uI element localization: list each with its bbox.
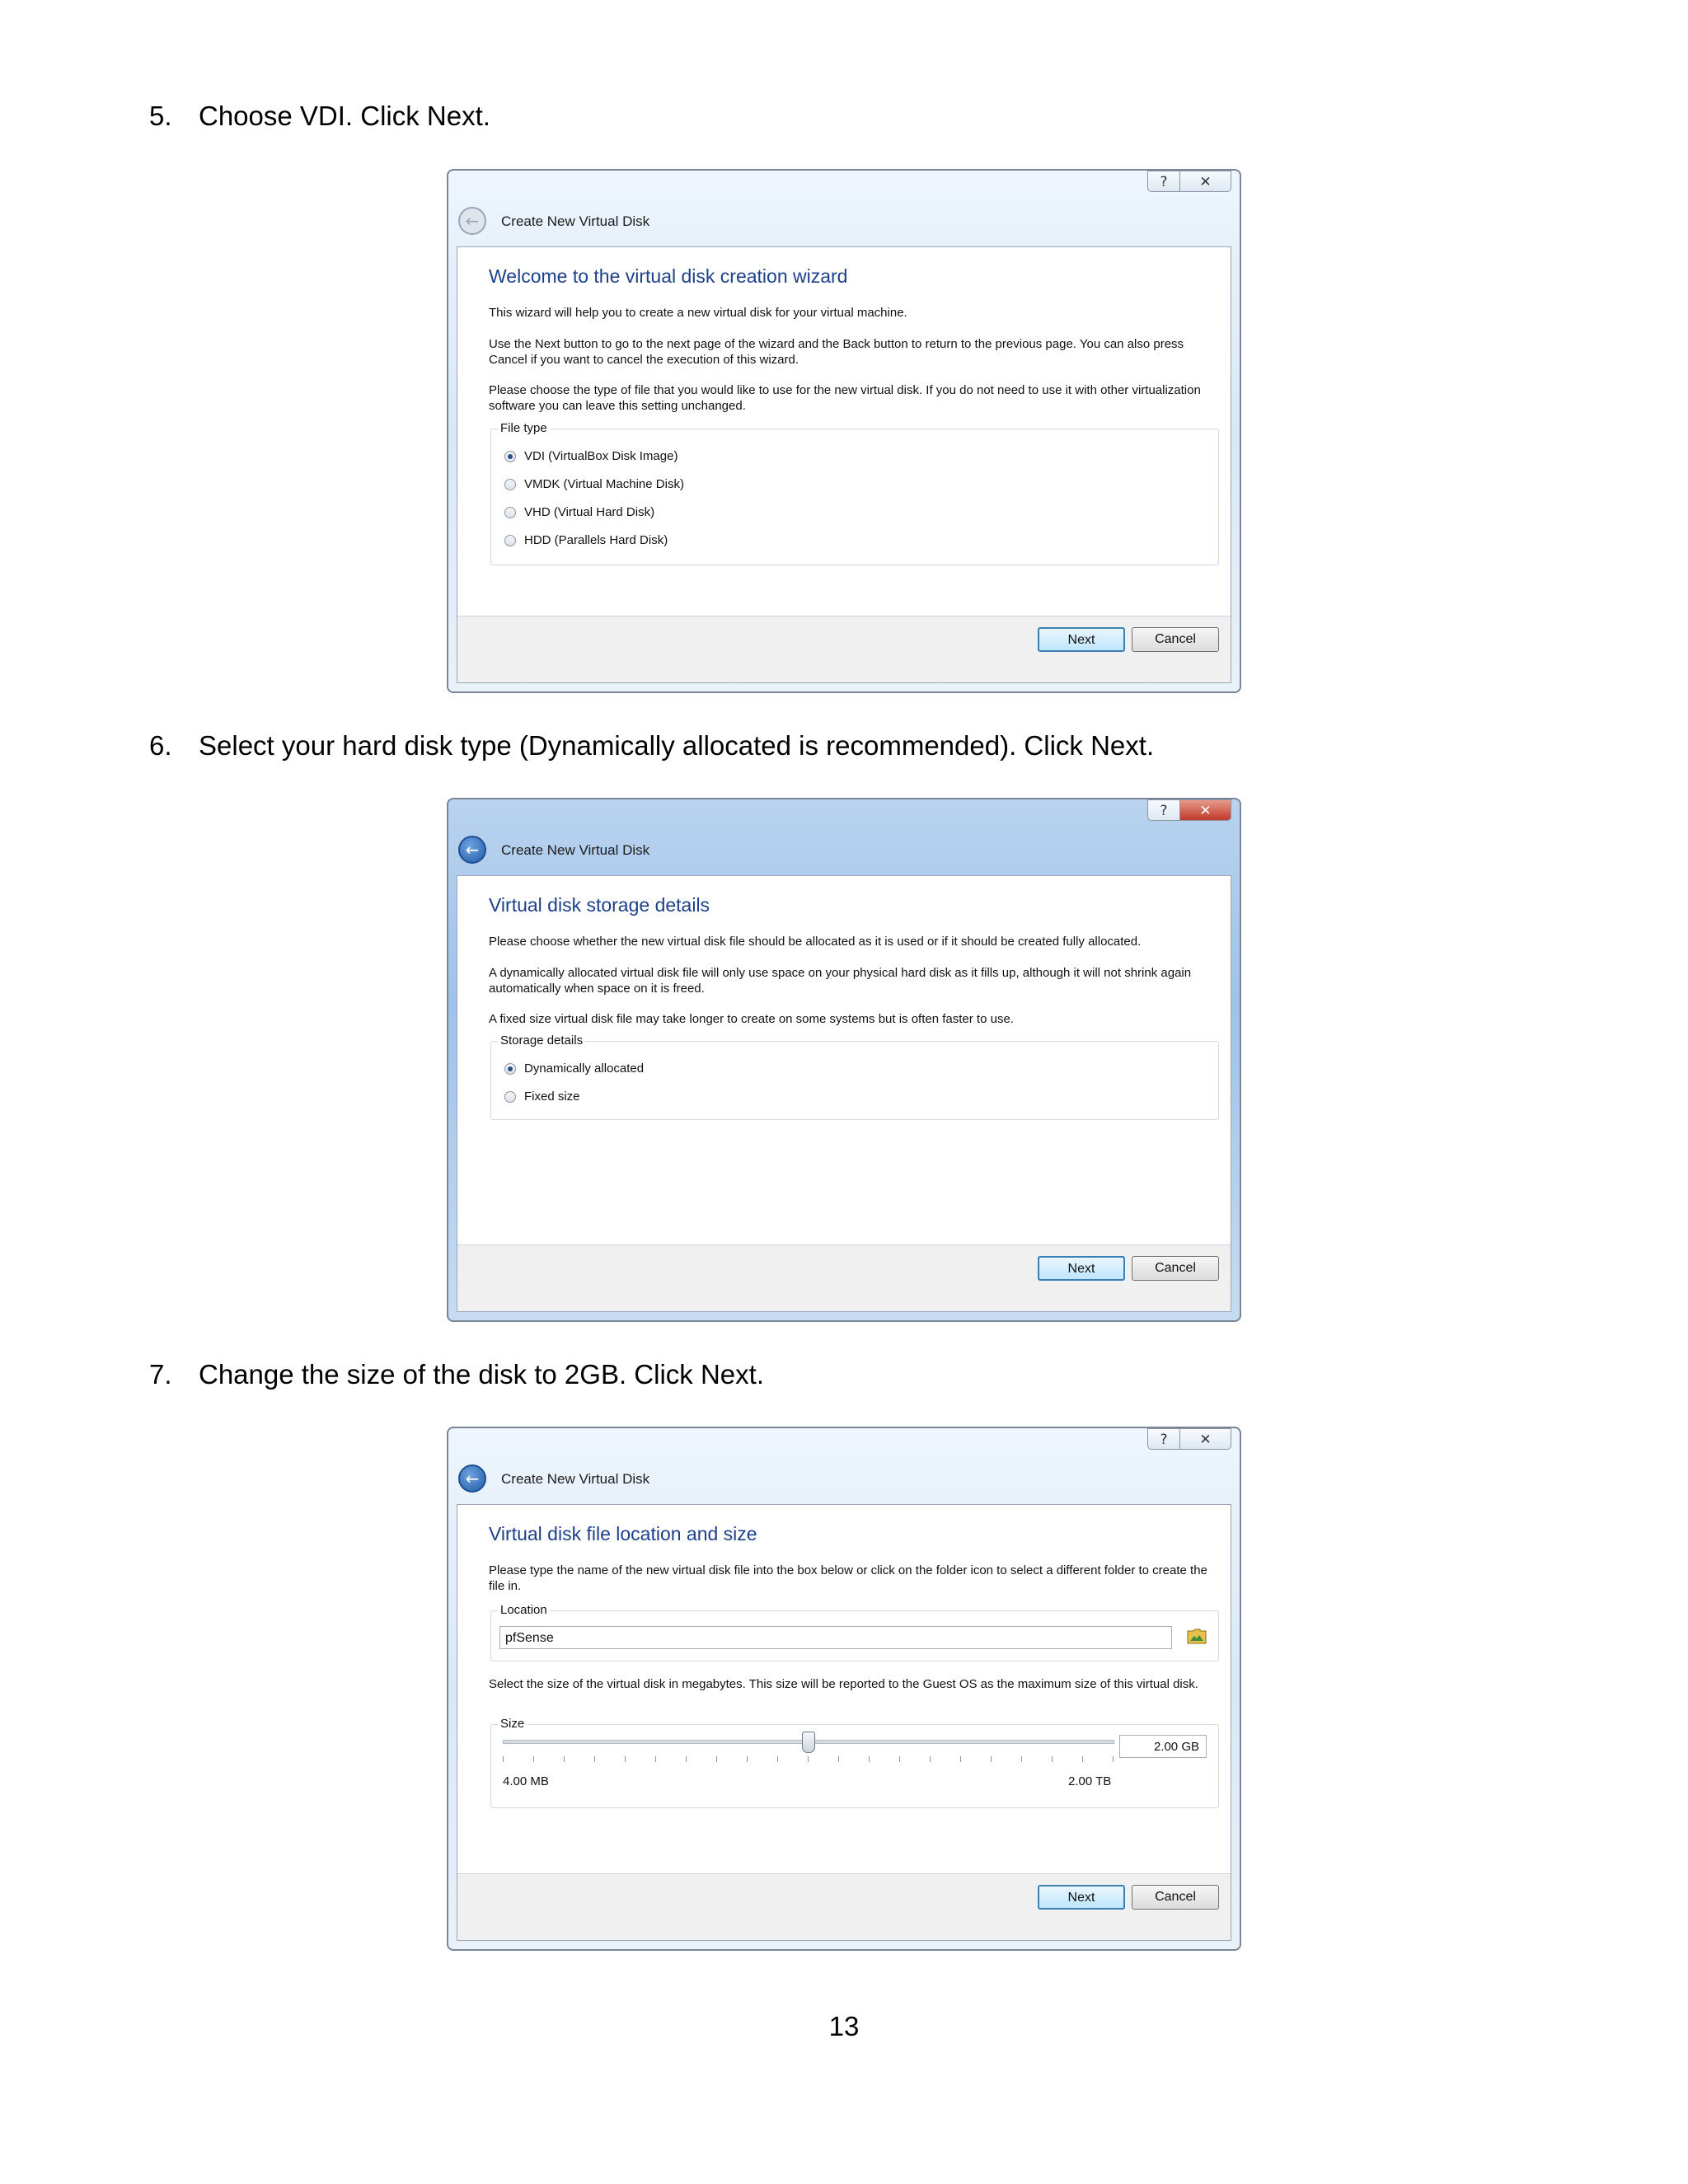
title-bar	[448, 171, 1240, 245]
close-button[interactable]: ✕	[1180, 799, 1231, 821]
radio-label: Dynamically allocated	[524, 1062, 645, 1076]
cancel-button[interactable]: Cancel	[1132, 627, 1219, 652]
slider-tick	[564, 1756, 565, 1762]
location-text: Please type the name of the new virtual disk file into the box below or click on the folder icon to select a different folder to create the file in.	[489, 1563, 1207, 1593]
slider-tick	[594, 1756, 595, 1762]
radio-dynamic[interactable]	[504, 1062, 644, 1076]
slider-tick	[1052, 1756, 1053, 1762]
step-number: 5.	[149, 101, 172, 131]
radio-label: Fixed size	[524, 1090, 580, 1104]
slider-tick	[655, 1756, 656, 1762]
slider-tick	[503, 1756, 504, 1762]
step-7	[149, 1359, 764, 1390]
close-button[interactable]: ✕	[1180, 171, 1231, 192]
help-button[interactable]: ?	[1147, 1428, 1180, 1450]
slider-tick	[1113, 1756, 1114, 1762]
group-title: Location	[498, 1603, 550, 1617]
radio-selected-icon	[504, 451, 516, 462]
group-title: Storage details	[498, 1033, 585, 1047]
allocation-text: Please choose whether the new virtual disk file should be allocated as it is used or if it should be created fully allocated.	[489, 935, 1142, 949]
radio-vdi[interactable]	[504, 449, 678, 463]
slider-tick	[777, 1756, 778, 1762]
wizard-page	[457, 246, 1231, 683]
back-arrow-icon[interactable]: ←	[458, 207, 486, 235]
range-max-label: 2.00 TB	[1068, 1774, 1112, 1788]
title-bar	[448, 1428, 1240, 1502]
window-title: Create New Virtual Disk	[501, 842, 650, 858]
location-input[interactable]: pfSense	[499, 1626, 1172, 1649]
slider-tick	[991, 1756, 992, 1762]
size-group	[490, 1717, 1219, 1808]
group-title: File type	[498, 421, 550, 435]
radio-icon	[504, 1091, 516, 1103]
radio-label: VDI (VirtualBox Disk Image)	[524, 449, 678, 463]
file-type-text: Please choose the type of file that you would like to use for the new virtual disk. If you do not need to use it with other virtualization software you can leave this setting unchanged.	[489, 383, 1201, 413]
step-number: 7.	[149, 1359, 172, 1390]
slider-thumb[interactable]	[802, 1732, 815, 1753]
step-text: Select your hard disk type (Dynamically allocated is recommended). Click Next.	[199, 730, 1155, 761]
step-text: Change the size of the disk to 2GB. Click Next.	[199, 1359, 764, 1390]
button-bar	[457, 616, 1231, 682]
next-button[interactable]: Next	[1038, 627, 1125, 652]
back-arrow-icon[interactable]: ←	[458, 836, 486, 864]
title-bar	[448, 799, 1240, 874]
radio-icon	[504, 507, 516, 518]
button-bar	[457, 1244, 1231, 1311]
slider-tick	[686, 1756, 687, 1762]
wizard-page	[457, 1504, 1231, 1941]
group-title: Size	[498, 1717, 527, 1731]
slider-tick	[747, 1756, 748, 1762]
help-button[interactable]: ?	[1147, 171, 1180, 192]
radio-label: VHD (Virtual Hard Disk)	[524, 505, 655, 519]
radio-selected-icon	[504, 1063, 516, 1075]
dialog-file-type	[447, 169, 1241, 693]
slider-tick	[960, 1756, 961, 1762]
slider-tick	[533, 1756, 534, 1762]
cancel-button[interactable]: Cancel	[1132, 1885, 1219, 1910]
step-text: Choose VDI. Click Next.	[199, 101, 490, 131]
location-group	[490, 1603, 1219, 1661]
slider-tick	[1021, 1756, 1022, 1762]
radio-fixed[interactable]	[504, 1090, 580, 1104]
next-button[interactable]: Next	[1038, 1256, 1125, 1281]
fixed-text: A fixed size virtual disk file may take longer to create on some systems but is often faster to use.	[489, 1012, 1014, 1026]
slider-tick	[899, 1756, 900, 1762]
cancel-button[interactable]: Cancel	[1132, 1256, 1219, 1281]
help-button[interactable]: ?	[1147, 799, 1180, 821]
file-type-group	[490, 421, 1219, 565]
page-heading: Virtual disk storage details	[489, 894, 710, 916]
window-title: Create New Virtual Disk	[501, 1471, 650, 1487]
page-number: 13	[828, 2011, 860, 2041]
range-min-label: 4.00 MB	[503, 1774, 549, 1788]
slider-tick	[869, 1756, 870, 1762]
slider-tick	[716, 1756, 717, 1762]
next-button[interactable]: Next	[1038, 1885, 1125, 1910]
radio-hdd[interactable]	[504, 533, 668, 547]
page-heading: Virtual disk file location and size	[489, 1523, 757, 1544]
dialog-storage-details	[447, 798, 1241, 1322]
slider-tick	[1082, 1756, 1083, 1762]
intro-text: This wizard will help you to create a new virtual disk for your virtual machine.	[489, 306, 907, 320]
slider-tick	[625, 1756, 626, 1762]
close-button[interactable]: ✕	[1180, 1428, 1231, 1450]
radio-label: VMDK (Virtual Machine Disk)	[524, 477, 684, 491]
size-input[interactable]: 2.00 GB	[1119, 1735, 1207, 1758]
back-arrow-icon[interactable]: ←	[458, 1465, 486, 1493]
window-title: Create New Virtual Disk	[501, 213, 650, 229]
slider-tick	[930, 1756, 931, 1762]
navigation-text: Use the Next button to go to the next page of the wizard and the Back button to return to the previous page. You can also press Cancel if you want to cancel the execution of this wizard.	[489, 337, 1184, 367]
page-heading: Welcome to the virtual disk creation wizard	[489, 265, 848, 287]
button-bar	[457, 1873, 1231, 1940]
radio-label: HDD (Parallels Hard Disk)	[524, 533, 668, 547]
slider-tick	[808, 1756, 809, 1762]
radio-vhd[interactable]	[504, 505, 654, 519]
folder-icon[interactable]	[1187, 1628, 1207, 1644]
radio-vmdk[interactable]	[504, 477, 684, 491]
step-5	[149, 101, 490, 132]
step-6	[149, 730, 1154, 762]
size-text: Select the size of the virtual disk in megabytes. This size will be reported to the Guest OS as the maximum size of this virtual disk.	[489, 1677, 1198, 1691]
radio-icon	[504, 479, 516, 490]
wizard-page	[457, 875, 1231, 1312]
storage-details-group	[490, 1033, 1219, 1120]
step-number: 6.	[149, 730, 172, 761]
radio-icon	[504, 535, 516, 546]
slider-tick	[838, 1756, 839, 1762]
dialog-location-size	[447, 1427, 1241, 1951]
dynamic-text: A dynamically allocated virtual disk file will only use space on your physical hard disk as it fills up, although it will not shrink again automatically when space on it is freed.	[489, 966, 1192, 996]
